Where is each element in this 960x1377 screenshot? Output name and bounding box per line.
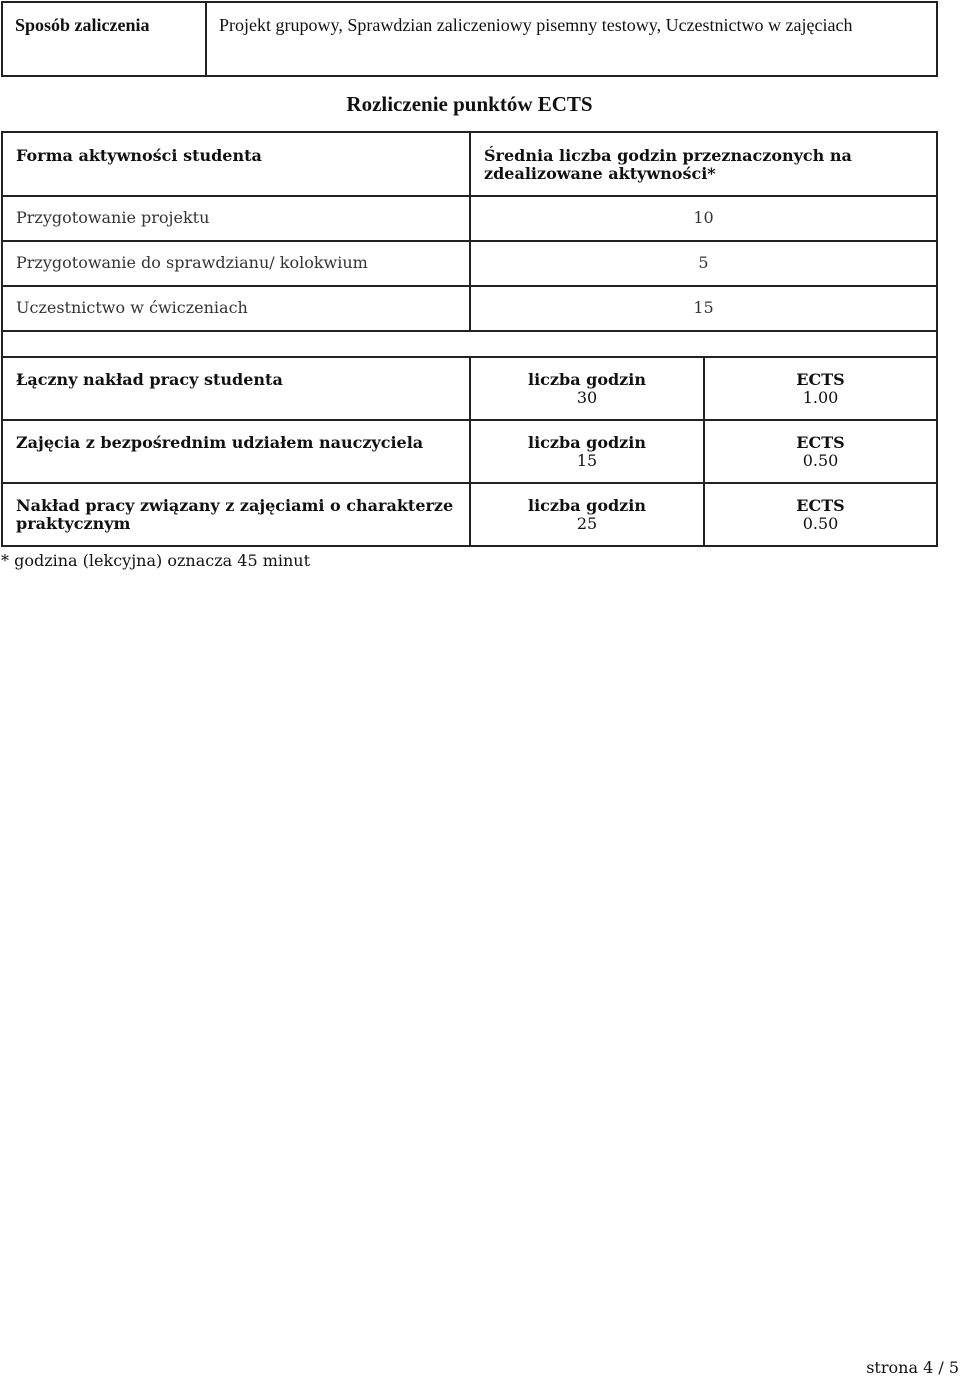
summary-label: Zajęcia z bezpośrednim udziałem nauczyciela (2, 420, 470, 483)
assessment-method-value: Projekt grupowy, Sprawdzian zaliczeniowy pisemny testowy, Uczestnictwo w zajęciach (206, 2, 937, 76)
ects-label: ECTS (796, 370, 845, 389)
assessment-method-table (1, 1, 938, 77)
summary-ects-cell (704, 420, 937, 483)
hours-label: liczba godzin (528, 370, 646, 389)
ects-table (1, 131, 938, 547)
summary-hours-cell (470, 420, 704, 483)
table-row (2, 286, 937, 331)
summary-row (2, 483, 937, 546)
activity-hours: 5 (470, 241, 937, 286)
activity-name: Przygotowanie projektu (2, 196, 470, 241)
summary-label: Łączny nakład pracy studenta (2, 357, 470, 420)
ects-value: 1.00 (802, 388, 839, 407)
ects-label: ECTS (796, 433, 845, 452)
activity-hours: 15 (470, 286, 937, 331)
hours-label: liczba godzin (528, 496, 646, 515)
summary-label: Nakład pracy związany z zajęciami o charakterze praktycznym (2, 483, 470, 546)
summary-hours-cell (470, 483, 704, 546)
spacer-cell (2, 331, 937, 357)
summary-hours-cell (470, 357, 704, 420)
ects-value: 0.50 (802, 451, 839, 470)
assessment-method-label: Sposób zaliczenia (2, 2, 206, 76)
section-title: Rozliczenie punktów ECTS (346, 92, 593, 116)
activity-name: Uczestnictwo w ćwiczeniach (2, 286, 470, 331)
summary-ects-cell (704, 357, 937, 420)
summary-row (2, 357, 937, 420)
hours-value: 30 (576, 388, 598, 407)
table-row (2, 196, 937, 241)
activity-hours: 10 (470, 196, 937, 241)
hours-label: liczba godzin (528, 433, 646, 452)
document-body (1, 1, 938, 547)
page-number: strona 4 / 5 (866, 1358, 959, 1377)
hours-value: 15 (576, 451, 598, 470)
spacer-row (2, 331, 937, 357)
table-row (2, 241, 937, 286)
header-average-hours: Średnia liczba godzin przeznaczonych na zdealizowane aktywności* (470, 132, 937, 196)
activity-name: Przygotowanie do sprawdzianu/ kolokwium (2, 241, 470, 286)
ects-table-header (2, 132, 937, 196)
ects-label: ECTS (796, 496, 845, 515)
summary-ects-cell (704, 483, 937, 546)
assessment-method-row (2, 2, 937, 76)
summary-row (2, 420, 937, 483)
header-activity-form: Forma aktywności studenta (2, 132, 470, 196)
footnote: * godzina (lekcyjna) oznacza 45 minut (1, 551, 311, 570)
ects-value: 0.50 (802, 514, 839, 533)
hours-value: 25 (576, 514, 598, 533)
